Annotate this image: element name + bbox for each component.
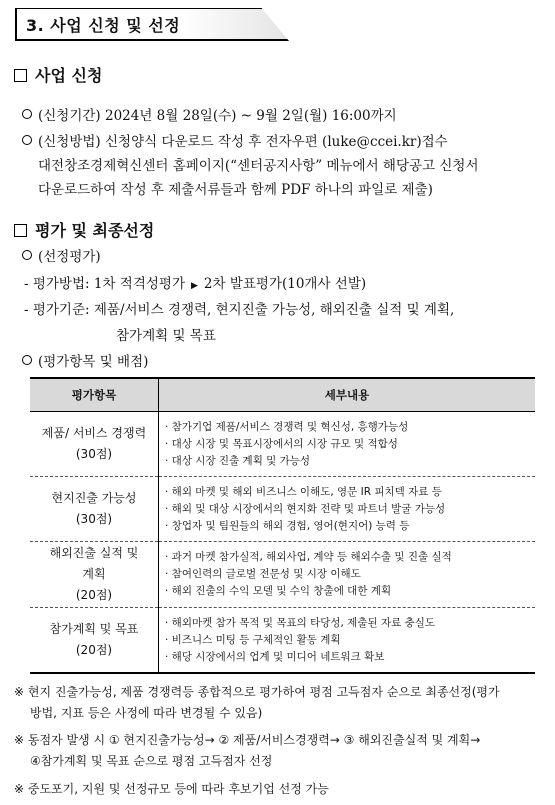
evaluation-sub2: (평가항목 및 배점): [22, 350, 148, 370]
note-1b: 방법, 지표 등은 사정에 따라 변경될 수 있음): [30, 706, 263, 720]
table-cell-details: · 참가기업 제품/서비스 경쟁력 및 혁신성, 흥행가능성 · 대상 시장 및 목표시장에서의 시장 규모 및 적합성 · 대상 시장 진출 계획 및 가능성: [159, 412, 536, 477]
table-header-row: [30, 378, 535, 412]
table-cell-details: · 해외마켓 참가 목적 및 목표의 타당성, 제출된 자료 충실도 · 비즈니스 미팅 등 구체적인 활동 계획 · 해당 시장에서의 업계 및 미디어 네트워크 확보: [159, 608, 536, 674]
circle-bullet-icon: [22, 135, 32, 145]
circle-bullet-icon: [22, 250, 32, 260]
note-2b: ④참가계획 및 목표 순으로 평점 고득점자 선정: [30, 754, 273, 768]
table-cell-details: · 과거 마켓 참가실적, 해외사업, 계약 등 해외수출 및 진출 실적 · 참여인력의 글로벌 전문성 및 시장 이해도 · 해외 진출의 수익 모델 및 수익 창출에 대한 계획: [159, 542, 536, 608]
table-row: [30, 412, 535, 477]
square-bullet-icon: [14, 69, 27, 82]
evaluation-table: [30, 377, 535, 674]
table-cell-item: 제품/ 서비스 경쟁력 (30점): [30, 412, 159, 477]
table-cell-item: 현지진출 가능성 (30점): [30, 477, 159, 542]
table-cell-details: · 해외 마켓 및 해외 비즈니스 이해도, 영문 IR 피치덱 자료 등 · 해외 및 대상 시장에서의 현지화 전략 및 파트너 발굴 가능성 · 창업자 및 팀원들의 해외 경험, 영어(현지어) 능력 등: [159, 477, 536, 542]
table-cell-item: 해외진출 실적 및 계획 (20점): [30, 542, 159, 608]
table-cell-item: 참가계획 및 목표 (20점): [30, 608, 159, 674]
circle-bullet-icon: [22, 109, 32, 119]
apply-method-3: 다운로드하여 작성 후 제출서류들과 함께 PDF 하나의 파일로 제출): [38, 182, 433, 198]
note-2a: ※ 동점자 발생 시 ① 현지진출가능성→ ② 제품/서비스경쟁력→ ③ 해외진출실적 및 계획→: [14, 733, 481, 747]
apply-period: (신청기간) 2024년 8월 28일(수) ~ 9월 2일(월) 16:00까지: [22, 104, 397, 124]
apply-method-1: (신청방법) 신청양식 다운로드 작성 후 전자우편 (luke@ccei.kr)접수: [22, 130, 448, 150]
note-1a: ※ 현지 진출가능성, 제품 경쟁력등 종합적으로 평가하여 평점 고득점자 순으로 최종선정(평가: [14, 685, 500, 699]
table-header-item: 평가항목: [30, 378, 159, 412]
apply-heading: 사업 신청: [14, 63, 102, 86]
table-row: [30, 542, 535, 608]
evaluation-sub1: (선정평가): [22, 245, 101, 265]
note-3: ※ 중도포기, 지원 및 선정규모 등에 따라 후보기업 선정 가능: [14, 782, 329, 796]
evaluation-criteria-2: 참가계획 및 목표: [116, 328, 216, 344]
section-title: 3. 사업 신청 및 선정: [26, 16, 181, 35]
table-header-details: 세부내용: [159, 378, 536, 412]
circle-bullet-icon: [22, 355, 32, 365]
evaluation-heading: 평가 및 최종선정: [14, 218, 154, 241]
table-row: [30, 477, 535, 542]
apply-method-2: 대전창조경제혁신센터 홈페이지(“센터공지사항” 메뉴에서 해당공고 신청서: [38, 158, 479, 174]
square-bullet-icon: [14, 224, 27, 237]
table-row: [30, 608, 535, 674]
evaluation-criteria-1: - 평가기준: 제품/서비스 경쟁력, 현지진출 가능성, 해외진출 실적 및 계획,: [24, 302, 455, 318]
triangle-right-icon: ▶: [190, 281, 198, 291]
evaluation-method: - 평가방법: 1차 적격성평가 ▶ 2차 발표평가(10개사 선발): [24, 276, 367, 292]
